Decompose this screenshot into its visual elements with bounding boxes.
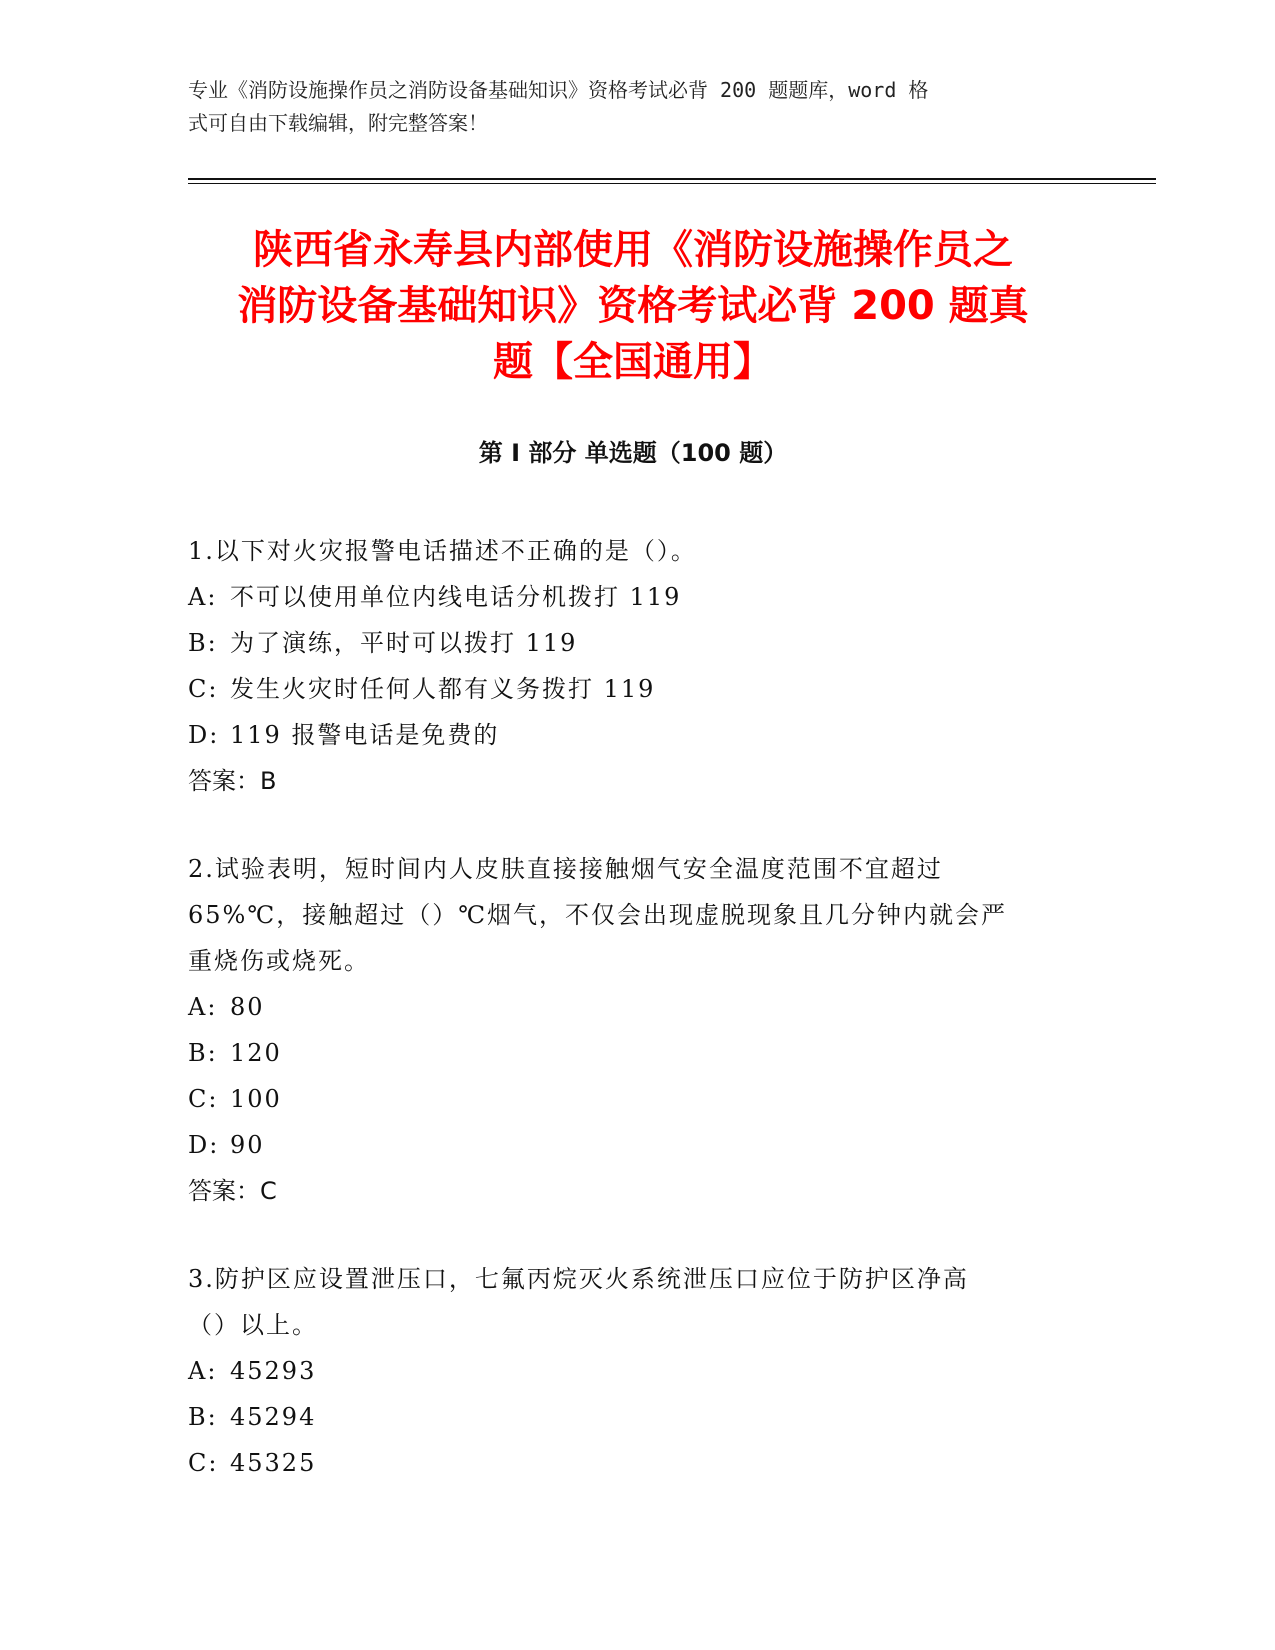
option-letter: D: — [188, 1131, 220, 1159]
header-note — [188, 74, 1068, 140]
option-text: 100 — [230, 1085, 282, 1113]
option-letter: A: — [188, 1357, 218, 1385]
question-item — [188, 846, 1068, 1214]
option-text: 90 — [230, 1131, 265, 1159]
question-option — [188, 1030, 1068, 1076]
option-text: 45325 — [230, 1449, 317, 1477]
question-option — [188, 574, 1068, 620]
header-divider-thin — [188, 183, 1156, 184]
question-option — [188, 620, 1068, 666]
option-letter: C: — [188, 1085, 219, 1113]
option-letter: A: — [188, 583, 218, 611]
question-stem: （）以上。 — [188, 1311, 318, 1339]
question-option — [188, 984, 1068, 1030]
header-note-line: 式可自由下载编辑，附完整答案！ — [188, 111, 488, 135]
option-letter: B: — [188, 629, 218, 657]
option-letter: C: — [188, 675, 219, 703]
option-text: 为了演练，平时可以拨打 119 — [230, 629, 578, 657]
question-answer: 答案：B — [188, 767, 277, 795]
question-stem: 3.防护区应设置泄压口，七氟丙烷灭火系统泄压口应位于防护区净高 — [188, 1265, 969, 1293]
question-option — [188, 1348, 1068, 1394]
question-stem: 重烧伤或烧死。 — [188, 947, 370, 975]
option-letter: B: — [188, 1403, 218, 1431]
header-note-line: 专业《消防设施操作员之消防设备基础知识》资格考试必背 200 题题库，word 格 — [188, 78, 929, 102]
document-title — [188, 222, 1078, 390]
option-text: 不可以使用单位内线电话分机拨打 119 — [230, 583, 682, 611]
question-option — [188, 1440, 1068, 1486]
question-option — [188, 1122, 1068, 1168]
option-letter: D: — [188, 721, 220, 749]
question-option — [188, 666, 1068, 712]
option-text: 45294 — [230, 1403, 317, 1431]
question-item — [188, 1256, 1068, 1486]
section-heading: 第 I 部分 单选题（100 题） — [478, 439, 788, 467]
question-stem: 65%℃，接触超过（）℃烟气，不仅会出现虚脱现象且几分钟内就会严 — [188, 901, 1008, 929]
option-text: 80 — [230, 993, 265, 1021]
question-list — [188, 528, 1068, 1528]
option-letter: A: — [188, 993, 218, 1021]
title-line: 陕西省永寿县内部使用《消防设施操作员之 — [253, 227, 1013, 273]
title-line: 题【全国通用】 — [493, 339, 773, 385]
option-letter: B: — [188, 1039, 218, 1067]
question-stem: 1.以下对火灾报警电话描述不正确的是（）。 — [188, 537, 697, 565]
header-divider-thick — [188, 178, 1156, 180]
option-text: 119 报警电话是免费的 — [230, 721, 500, 749]
question-item — [188, 528, 1068, 804]
option-text: 45293 — [230, 1357, 317, 1385]
option-letter: C: — [188, 1449, 219, 1477]
question-option — [188, 712, 1068, 758]
title-line: 消防设备基础知识》资格考试必背 200 题真 — [237, 283, 1029, 329]
option-text: 发生火灾时任何人都有义务拨打 119 — [230, 675, 656, 703]
question-answer: 答案：C — [188, 1177, 277, 1205]
question-stem: 2.试验表明，短时间内人皮肤直接接触烟气安全温度范围不宜超过 — [188, 855, 943, 883]
question-option — [188, 1394, 1068, 1440]
option-text: 120 — [230, 1039, 282, 1067]
question-option — [188, 1076, 1068, 1122]
